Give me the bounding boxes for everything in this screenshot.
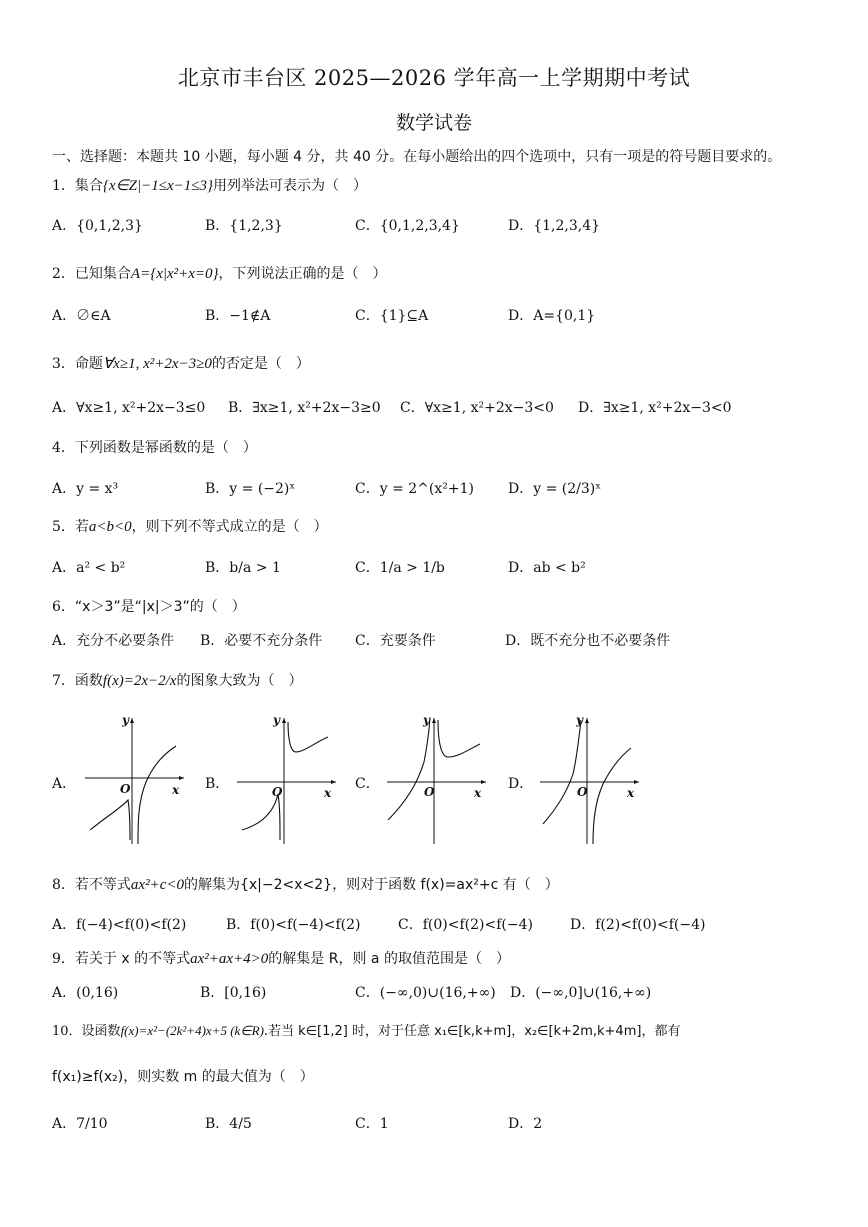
curve-left	[543, 720, 581, 824]
option-a[interactable]: A．f(−4)<f(0)<f(2)	[52, 917, 187, 933]
option-b[interactable]: B．−1∉A	[205, 308, 271, 324]
option-c[interactable]: C．∀x≥1, x²+2x−3<0	[400, 400, 554, 416]
question-text: “x＞3”是“|x|＞3”的（ ）	[74, 599, 246, 615]
y-label: y	[273, 713, 280, 727]
question-number: 4．	[52, 440, 75, 456]
x-label: x	[627, 786, 635, 800]
option-d[interactable]: D．A={0,1}	[508, 308, 596, 324]
question-number: 7．	[52, 673, 75, 689]
question-8	[52, 874, 559, 894]
question-text: 的解集为{x|−2<x<2}，则对于函数 f(x)=ax²+c 有（ ）	[183, 877, 559, 893]
origin-label: O	[272, 785, 283, 799]
option-b[interactable]: B．	[205, 776, 230, 792]
question-6	[52, 596, 246, 616]
option-c[interactable]: C．(−∞,0)∪(16,+∞)	[355, 985, 496, 1001]
y-arrow-icon	[282, 718, 286, 723]
question-math: A={x|x²+x=0}	[130, 266, 219, 282]
question-text: 函数	[74, 673, 103, 689]
question-math: {x∈Z|−1≤x−1≤3}	[102, 178, 213, 194]
question-text: 下列函数是幂函数的是（ ）	[74, 440, 257, 456]
option-a[interactable]: A．7/10	[52, 1116, 108, 1132]
x-arrow-icon	[331, 780, 336, 784]
y-arrow-icon	[432, 718, 436, 723]
origin-label: O	[120, 782, 131, 796]
question-text: 集合	[74, 178, 103, 194]
option-d[interactable]: D．ab < b²	[508, 560, 586, 576]
option-c[interactable]: C．充要条件	[355, 633, 436, 649]
option-a[interactable]: A．∅∈A	[52, 308, 111, 324]
graph-d[interactable]	[535, 712, 645, 847]
option-a[interactable]: A．∀x≥1, x²+2x−3≤0	[52, 400, 206, 416]
option-b[interactable]: B．4/5	[205, 1116, 252, 1132]
section-heading: 一、选择题：本题共 10 小题，每小题 4 分，共 40 分。在每小题给出的四个选项中，只有一项是的符号题目要求的。	[52, 149, 782, 165]
option-c[interactable]: C．f(0)<f(2)<f(−4)	[398, 917, 533, 933]
question-3	[52, 353, 310, 373]
curve-right	[438, 720, 480, 757]
curve-right	[288, 722, 328, 752]
question-text: 命题	[74, 356, 103, 372]
option-c[interactable]: C．1/a > 1/b	[355, 560, 445, 576]
question-text: 已知集合	[74, 266, 131, 282]
curve-right	[138, 746, 176, 844]
option-c[interactable]: C．{1}⊆A	[355, 308, 429, 324]
x-label: x	[172, 783, 180, 797]
question-number: 1．	[52, 178, 75, 194]
option-d[interactable]: D．∃x≥1, x²+2x−3<0	[578, 400, 732, 416]
option-d[interactable]: D．2	[508, 1116, 543, 1132]
question-number: 2．	[52, 266, 75, 282]
graph-b[interactable]	[232, 712, 342, 847]
question-text: 若	[74, 519, 89, 535]
graph-a[interactable]	[80, 712, 190, 847]
question-10	[52, 1020, 680, 1039]
option-c[interactable]: C．	[355, 776, 380, 792]
y-label: y	[122, 713, 129, 727]
question-4	[52, 437, 257, 457]
option-b[interactable]: B．b/a > 1	[205, 560, 281, 576]
page-subtitle: 数学试卷	[395, 112, 472, 134]
question-text: ，则下列不等式成立的是（ ）	[131, 519, 328, 535]
question-text: 若关于 x 的不等式	[74, 951, 191, 967]
option-b[interactable]: B．[0,16)	[200, 985, 267, 1001]
question-number: 3．	[52, 356, 75, 372]
question-text: 若不等式	[74, 877, 131, 893]
curve-left	[388, 718, 430, 820]
question-text: 用列举法可表示为（ ）	[212, 178, 367, 194]
question-number: 10．	[52, 1024, 82, 1039]
question-math: a<b<0	[88, 519, 132, 535]
question-math: f(x)=2x−2/x	[102, 673, 177, 689]
x-arrow-icon	[179, 776, 184, 780]
question-math: ax²+c<0	[130, 877, 184, 893]
x-label: x	[474, 786, 482, 800]
option-a[interactable]: A．	[52, 776, 77, 792]
page-title: 北京市丰台区 2025—2026 学年高一上学期期中考试	[177, 66, 691, 90]
graph-c[interactable]	[382, 712, 492, 847]
option-d[interactable]: D．y = (2/3)ˣ	[508, 481, 602, 497]
origin-label: O	[577, 785, 588, 799]
question-math: f(x)=x²−(2k²+4)x+5 (k∈R)	[120, 1023, 264, 1038]
question-math: ∀x≥1, x²+2x−3≥0	[102, 356, 212, 372]
option-b[interactable]: B．y = (−2)ˣ	[205, 481, 296, 497]
question-math: ax²+ax+4>0	[190, 951, 269, 967]
question-number: 8．	[52, 877, 75, 893]
option-d[interactable]: D．f(2)<f(0)<f(−4)	[570, 917, 706, 933]
question-5	[52, 516, 328, 536]
question-1	[52, 175, 367, 195]
curve-left	[242, 794, 280, 840]
option-b[interactable]: B．∃x≥1, x²+2x−3≥0	[228, 400, 381, 416]
question-number: 5．	[52, 519, 75, 535]
y-label: y	[423, 713, 430, 727]
question-text: 的解集是 R，则 a 的取值范围是（ ）	[268, 951, 510, 967]
question-10-continued: f(x₁)≥f(x₂)，则实数 m 的最大值为（ ）	[52, 1069, 314, 1085]
question-text: 的否定是（ ）	[211, 356, 310, 372]
curve-left	[90, 800, 130, 840]
option-c[interactable]: C．{0,1,2,3,4}	[355, 218, 460, 234]
option-c[interactable]: C．1	[355, 1116, 389, 1132]
curve-right	[593, 748, 631, 844]
question-number: 6．	[52, 599, 75, 615]
x-arrow-icon	[634, 780, 639, 784]
option-a[interactable]: A．a² < b²	[52, 560, 126, 576]
option-d[interactable]: D．{1,2,3,4}	[508, 218, 601, 234]
question-2	[52, 263, 387, 283]
option-b[interactable]: B．f(0)<f(−4)<f(2)	[226, 917, 361, 933]
option-b[interactable]: B．{1,2,3}	[205, 218, 283, 234]
question-text: 的图象大致为（ ）	[176, 673, 303, 689]
x-label: x	[324, 786, 332, 800]
question-text: 设函数	[81, 1024, 121, 1039]
option-d[interactable]: D．既不充分也不必要条件	[505, 633, 671, 649]
question-number: 9．	[52, 951, 75, 967]
question-9	[52, 948, 510, 968]
option-d[interactable]: D．	[508, 776, 534, 792]
origin-label: O	[424, 785, 435, 799]
option-a[interactable]: A．充分不必要条件	[52, 633, 175, 649]
x-arrow-icon	[481, 780, 486, 784]
option-c[interactable]: C．y = 2^(x²+1)	[355, 481, 474, 497]
question-text: ，下列说法正确的是（ ）	[218, 266, 387, 282]
option-d[interactable]: D．(−∞,0]∪(16,+∞)	[510, 985, 652, 1001]
option-b[interactable]: B．必要不充分条件	[200, 633, 323, 649]
question-text: .若当 k∈[1,2] 时，对于任意 x₁∈[k,k+m]，x₂∈[k+2m,k+4m]，都有	[263, 1024, 681, 1039]
y-arrow-icon	[130, 718, 134, 723]
y-label: y	[576, 713, 583, 727]
option-a[interactable]: A．{0,1,2,3}	[52, 218, 143, 234]
option-a[interactable]: A．y = x³	[52, 481, 119, 497]
y-arrow-icon	[585, 718, 589, 723]
option-a[interactable]: A．(0,16)	[52, 985, 119, 1001]
question-7	[52, 670, 302, 690]
